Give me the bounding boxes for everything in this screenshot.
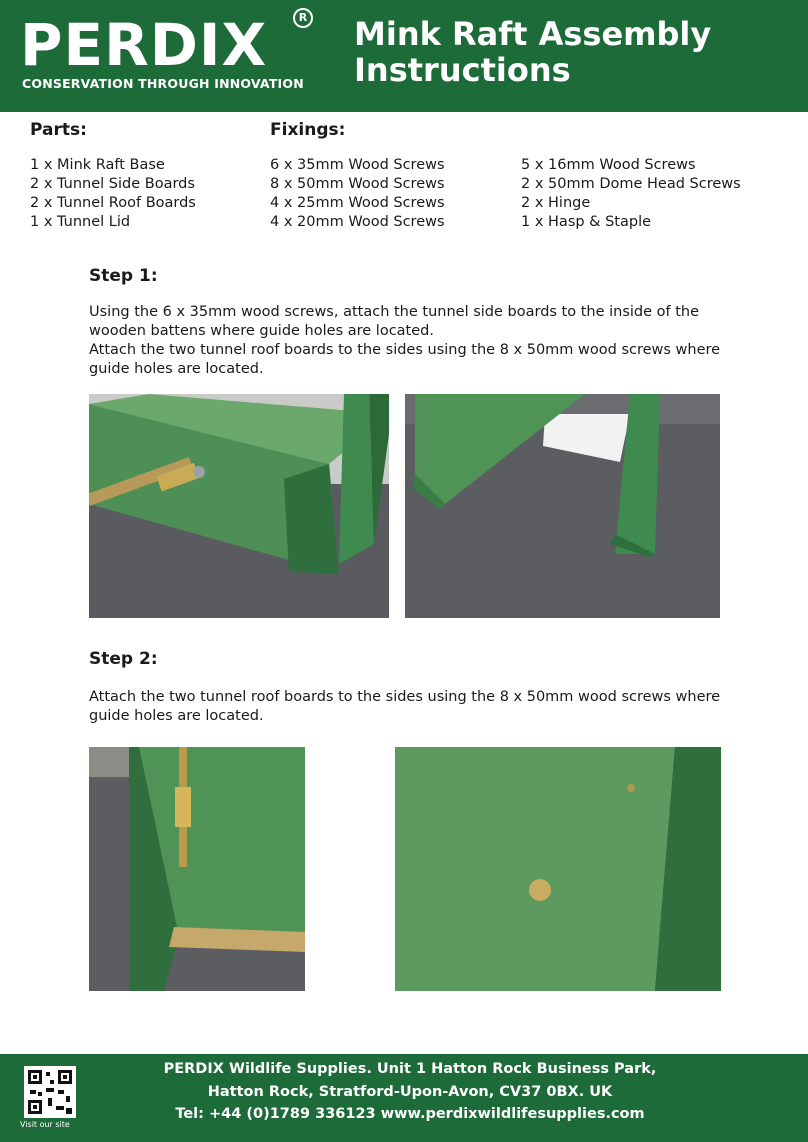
step-2-text: Attach the two tunnel roof boards to the sides using the 8 x 50mm wood screws where guide holes are located. bbox=[89, 689, 721, 724]
list-item: 2 x Hinge bbox=[521, 195, 591, 211]
step-1-paragraph-1: Using the 6 x 35mm wood screws, attach the tunnel side boards to the inside of the wooden battens where guide holes are located. bbox=[89, 304, 700, 339]
parts-heading: Parts: bbox=[30, 120, 87, 140]
step-2-photo-countersunk-screw bbox=[395, 747, 721, 991]
qr-code-icon[interactable] bbox=[24, 1066, 76, 1118]
title-line-2: Instructions bbox=[354, 51, 571, 89]
list-item: 2 x Tunnel Roof Boards bbox=[30, 195, 196, 211]
step-1-photo-screw-batten bbox=[89, 394, 389, 618]
list-item: 2 x 50mm Dome Head Screws bbox=[521, 176, 741, 192]
step-2-photo-roof-screw bbox=[89, 747, 305, 991]
parts-list bbox=[30, 156, 196, 232]
list-item: 8 x 50mm Wood Screws bbox=[270, 176, 445, 192]
step-1-text bbox=[89, 303, 739, 379]
footer-contact-line: Tel: +44 (0)1789 336123 www.perdixwildlifesupplies.com bbox=[175, 1106, 645, 1122]
list-item: 1 x Hasp & Staple bbox=[521, 214, 652, 230]
step-1-heading: Step 1: bbox=[89, 266, 158, 286]
list-item: 4 x 20mm Wood Screws bbox=[270, 214, 445, 230]
fixings-list-2 bbox=[521, 156, 741, 232]
list-item: 1 x Mink Raft Base bbox=[30, 157, 165, 173]
list-item: 1 x Tunnel Lid bbox=[30, 214, 131, 230]
step-2-heading: Step 2: bbox=[89, 649, 158, 669]
list-item: 5 x 16mm Wood Screws bbox=[521, 157, 696, 173]
document-title bbox=[354, 16, 774, 88]
list-item: 2 x Tunnel Side Boards bbox=[30, 176, 195, 192]
step-1-photo-tunnel-sides bbox=[405, 394, 720, 618]
fixings-list-1 bbox=[270, 156, 445, 232]
list-item: 4 x 25mm Wood Screws bbox=[270, 195, 445, 211]
list-item: 6 x 35mm Wood Screws bbox=[270, 157, 445, 173]
fixings-heading: Fixings: bbox=[270, 120, 346, 140]
brand-logo: PERDIX bbox=[20, 11, 268, 79]
qr-caption: Visit our site bbox=[20, 1120, 70, 1129]
footer-address-line-2: Hatton Rock, Stratford-Upon-Avon, CV37 0BX. UK bbox=[207, 1084, 613, 1100]
registered-mark: R bbox=[293, 8, 313, 28]
step-1-paragraph-2: Attach the two tunnel roof boards to the sides using the 8 x 50mm wood screws where guide holes are located. bbox=[89, 342, 721, 377]
brand-tagline: CONSERVATION THROUGH INNOVATION bbox=[22, 76, 304, 91]
title-line-1: Mink Raft Assembly bbox=[354, 15, 712, 53]
footer-address-line-1: PERDIX Wildlife Supplies. Unit 1 Hatton Rock Business Park, bbox=[163, 1061, 657, 1077]
